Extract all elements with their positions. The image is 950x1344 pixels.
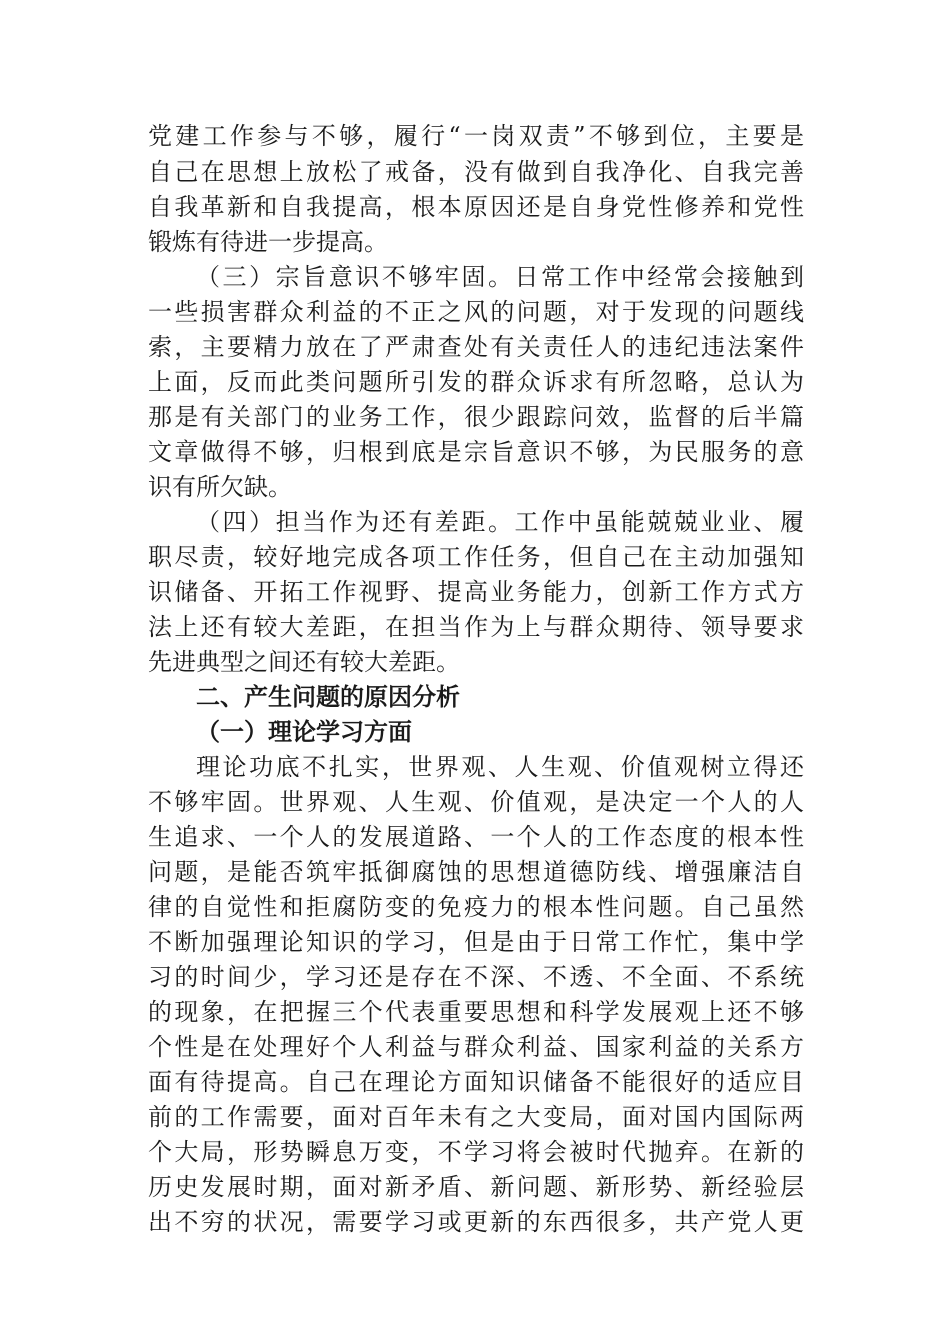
paragraph-line: 上面，反而此类问题所引发的群众诉求有所忽略，总认为 <box>148 368 804 396</box>
paragraph-line: 律的自觉性和拒腐防变的免疫力的根本性问题。自己虽然 <box>148 893 804 921</box>
paragraph-line: 一些损害群众利益的不正之风的问题，对于发现的问题线 <box>148 298 804 326</box>
paragraph-line: （四）担当作为还有差距。工作中虽能兢兢业业、履 <box>196 508 804 536</box>
paragraph-line: 自我革新和自我提高，根本原因还是自身党性修养和党性 <box>148 193 804 221</box>
paragraph-line: 的现象，在把握三个代表重要思想和科学发展观上还不够 <box>148 998 804 1026</box>
paragraph-line: 锻炼有待进一步提高。 <box>148 228 388 256</box>
paragraph-line: 党建工作参与不够，履行“一岗双责”不够到位，主要是 <box>148 122 804 150</box>
paragraph-line: 先进典型之间还有较大差距。 <box>148 648 460 676</box>
section-heading: 二、产生问题的原因分析 <box>196 683 460 711</box>
paragraph-line: 职尽责，较好地完成各项工作任务，但自己在主动加强知 <box>148 543 804 571</box>
paragraph-line: 识有所欠缺。 <box>148 473 292 501</box>
paragraph-line: 那是有关部门的业务工作，很少跟踪问效，监督的后半篇 <box>148 403 804 431</box>
paragraph-line: 不断加强理论知识的学习，但是由于日常工作忙，集中学 <box>148 928 804 956</box>
paragraph-line: 个性是在处理好个人利益与群众利益、国家利益的关系方 <box>148 1033 804 1061</box>
paragraph-line: 前的工作需要，面对百年未有之大变局，面对国内国际两 <box>148 1103 804 1131</box>
paragraph-line: 理论功底不扎实，世界观、人生观、价值观树立得还 <box>196 753 804 781</box>
paragraph-line: 自己在思想上放松了戒备，没有做到自我净化、自我完善 <box>148 158 804 186</box>
paragraph-line: 法上还有较大差距，在担当作为上与群众期待、领导要求 <box>148 613 804 641</box>
paragraph-line: 文章做得不够，归根到底是宗旨意识不够，为民服务的意 <box>148 438 804 466</box>
paragraph-line: （三）宗旨意识不够牢固。日常工作中经常会接触到 <box>196 263 804 291</box>
paragraph-line: 习的时间少，学习还是存在不深、不透、不全面、不系统 <box>148 963 804 991</box>
paragraph-line: 生追求、一个人的发展道路、一个人的工作态度的根本性 <box>148 823 804 851</box>
subsection-heading: （一）理论学习方面 <box>196 718 412 746</box>
paragraph-line: 索，主要精力放在了严肃查处有关责任人的违纪违法案件 <box>148 333 804 361</box>
paragraph-line: 出不穷的状况，需要学习或更新的东西很多，共产党人更 <box>148 1208 804 1236</box>
paragraph-line: 个大局，形势瞬息万变，不学习将会被时代抛弃。在新的 <box>148 1138 804 1166</box>
paragraph-line: 不够牢固。世界观、人生观、价值观，是决定一个人的人 <box>148 788 804 816</box>
paragraph-line: 问题，是能否筑牢抵御腐蚀的思想道德防线、增强廉洁自 <box>148 858 804 886</box>
paragraph-line: 历史发展时期，面对新矛盾、新问题、新形势、新经验层 <box>148 1173 804 1201</box>
paragraph-line: 面有待提高。自己在理论方面知识储备不能很好的适应目 <box>148 1068 804 1096</box>
paragraph-line: 识储备、开拓工作视野、提高业务能力，创新工作方式方 <box>148 578 804 606</box>
